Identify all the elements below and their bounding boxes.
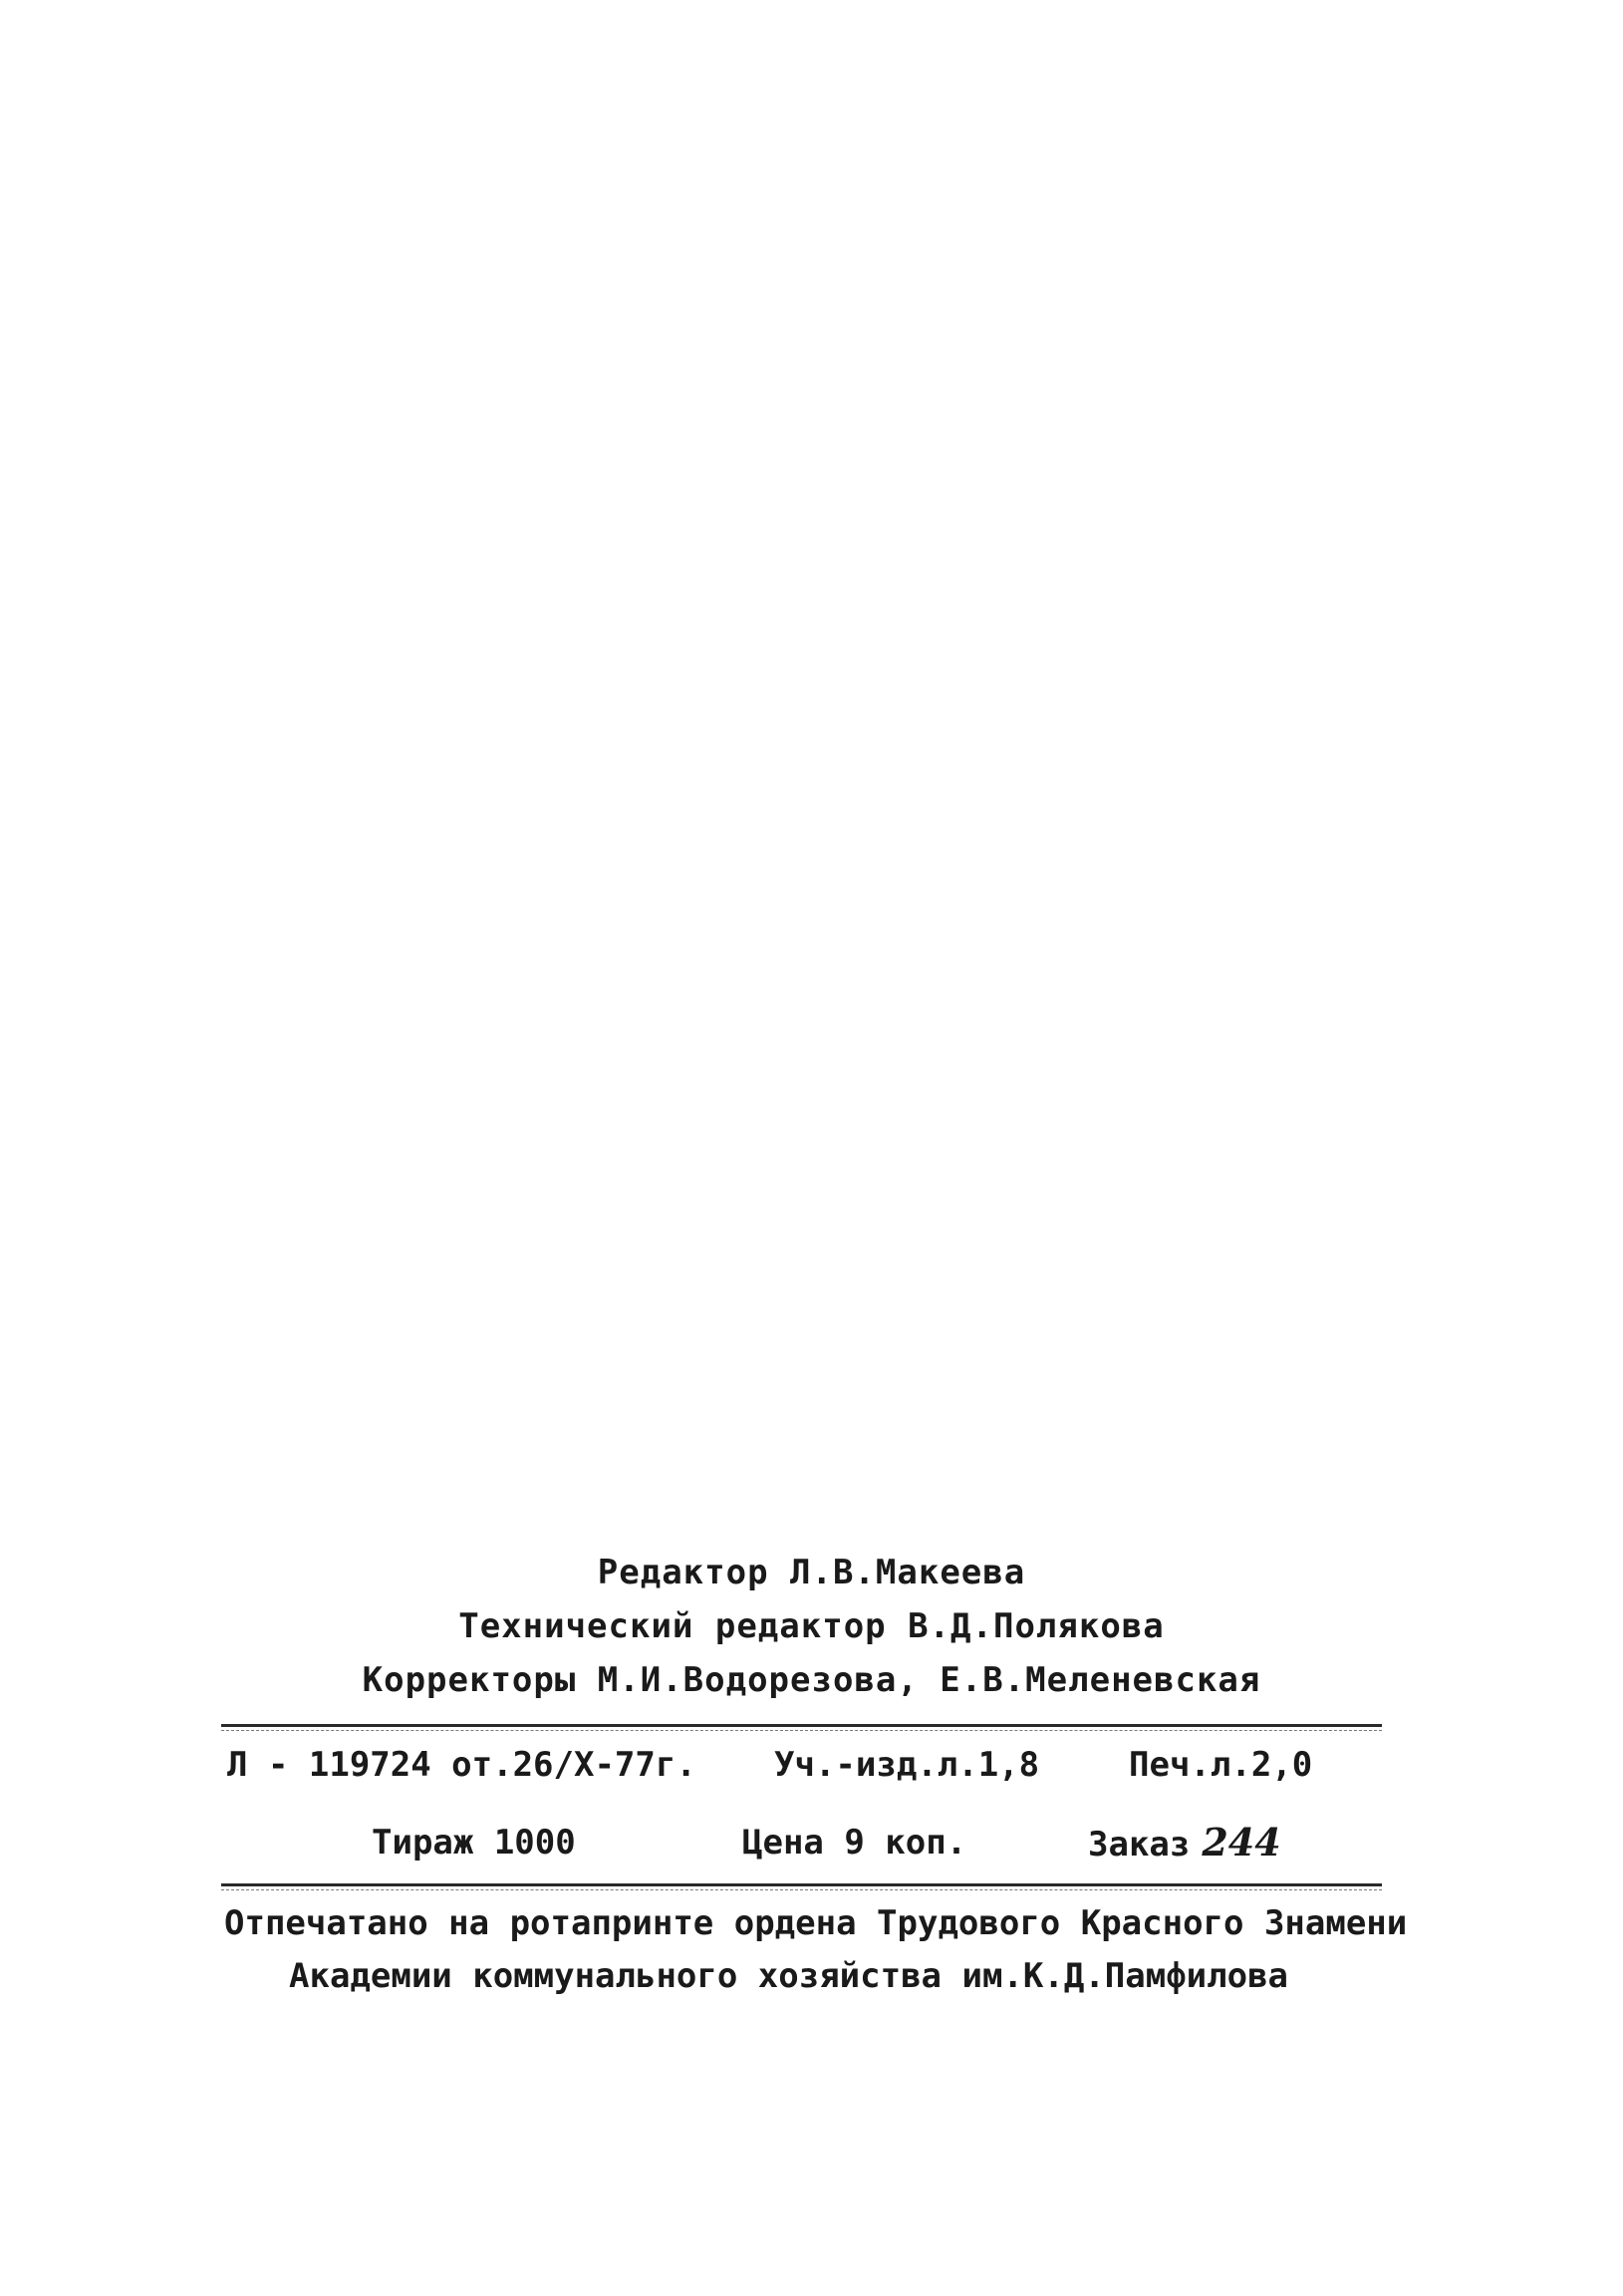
order-number: 244 — [1202, 1820, 1281, 1865]
edition-sheets: Уч.-изд.л.1,8 — [774, 1745, 1040, 1785]
technical-editor-credit: Технический редактор В.Д.Полякова — [458, 1606, 1165, 1646]
divider-top — [221, 1724, 1382, 1727]
order-label-text: Заказ — [1088, 1825, 1191, 1865]
print-run: Тираж 1000 — [372, 1823, 576, 1863]
print-sheets: Печ.л.2,0 — [1129, 1745, 1313, 1785]
divider-bottom — [221, 1883, 1382, 1886]
price: Цена 9 коп. — [742, 1823, 967, 1863]
order-label — [1088, 1820, 1281, 1867]
editor-credit: Редактор Л.В.Макеева — [597, 1553, 1026, 1592]
printer-line-1: Отпечатано на ротапринте ордена Трудового Красного Знамени — [224, 1903, 1408, 1943]
proofreaders-credit: Корректоры М.И.Водорезова, Е.В.Меленевская — [362, 1660, 1261, 1700]
license-number: Л - 119724 от.26/X-77г. — [227, 1745, 696, 1785]
printer-line-2: Академии коммунального хозяйства им.К.Д.Памфилова — [289, 1956, 1289, 1996]
